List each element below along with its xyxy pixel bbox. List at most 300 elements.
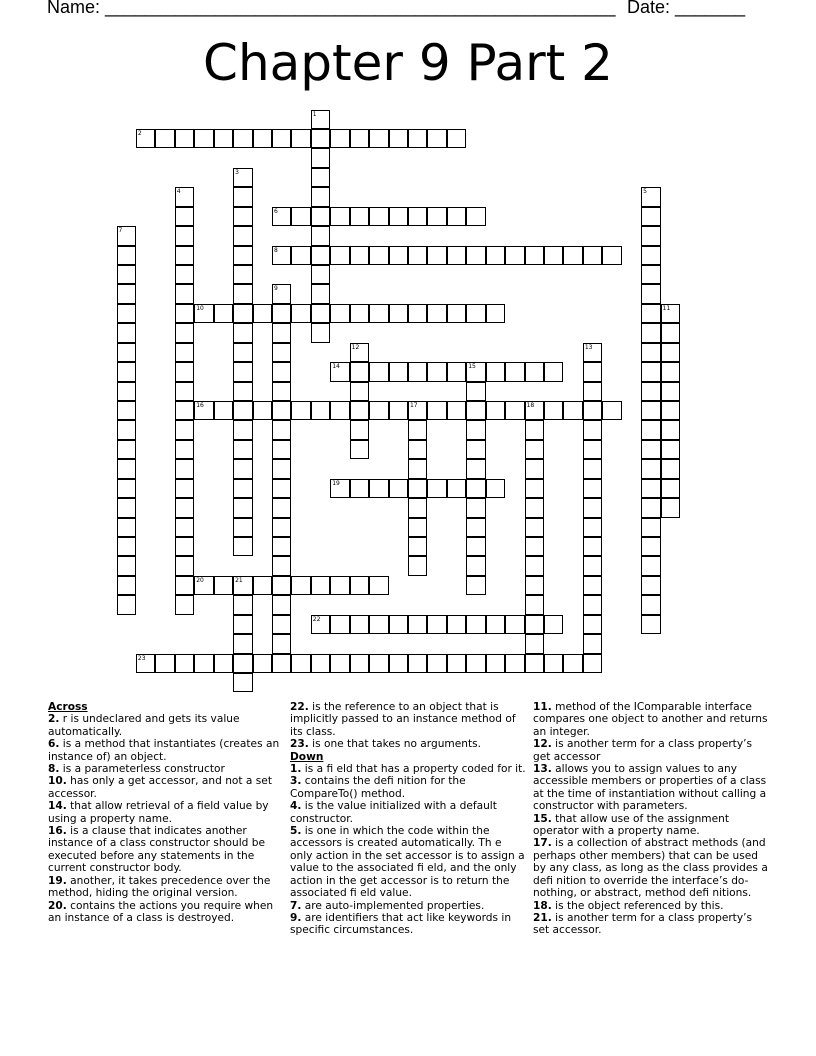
grid-cell[interactable] [253,401,273,421]
grid-cell[interactable] [408,537,428,557]
grid-cell[interactable] [525,556,545,576]
grid-cell[interactable] [641,265,661,285]
grid-cell[interactable] [544,401,564,421]
grid-cell[interactable] [311,187,331,207]
grid-cell[interactable] [641,226,661,246]
grid-cell[interactable] [194,576,214,596]
grid-cell[interactable] [233,382,253,402]
grid-cell[interactable] [466,362,486,382]
grid-cell[interactable] [369,401,389,421]
grid-cell[interactable] [272,401,292,421]
grid-cell[interactable] [583,246,603,266]
grid-cell[interactable] [641,207,661,227]
grid-cell[interactable] [661,440,681,460]
grid-cell[interactable] [427,362,447,382]
grid-cell[interactable] [583,595,603,615]
grid-cell[interactable] [117,323,137,343]
grid-cell[interactable] [427,401,447,421]
grid-cell[interactable] [427,129,447,149]
grid-cell[interactable] [466,207,486,227]
grid-cell[interactable] [369,615,389,635]
grid-cell[interactable] [466,576,486,596]
grid-cell[interactable] [272,323,292,343]
grid-cell[interactable] [311,284,331,304]
grid-cell[interactable] [641,284,661,304]
grid-cell[interactable] [525,537,545,557]
grid-cell[interactable] [175,226,195,246]
grid-cell[interactable] [233,343,253,363]
grid-cell[interactable] [641,537,661,557]
grid-cell[interactable] [272,362,292,382]
grid-cell[interactable] [466,304,486,324]
grid-cell[interactable] [136,654,156,674]
grid-cell[interactable] [311,129,331,149]
grid-cell[interactable] [583,576,603,596]
grid-cell[interactable] [175,129,195,149]
grid-cell[interactable] [272,459,292,479]
grid-cell[interactable] [175,576,195,596]
grid-cell[interactable] [175,343,195,363]
grid-cell[interactable] [175,420,195,440]
grid-cell[interactable] [583,479,603,499]
grid-cell[interactable] [641,304,661,324]
grid-cell[interactable] [117,226,137,246]
grid-cell[interactable] [350,401,370,421]
grid-cell[interactable] [389,129,409,149]
grid-cell[interactable] [350,343,370,363]
grid-cell[interactable] [155,129,175,149]
grid-cell[interactable] [466,479,486,499]
grid-cell[interactable] [175,382,195,402]
grid-cell[interactable] [291,304,311,324]
grid-cell[interactable] [525,576,545,596]
grid-cell[interactable] [272,634,292,654]
grid-cell[interactable] [311,576,331,596]
grid-cell[interactable] [233,323,253,343]
grid-cell[interactable] [233,595,253,615]
grid-cell[interactable] [175,654,195,674]
grid-cell[interactable] [117,343,137,363]
grid-cell[interactable] [233,518,253,538]
grid-cell[interactable] [641,479,661,499]
grid-cell[interactable] [117,595,137,615]
grid-cell[interactable] [214,576,234,596]
grid-cell[interactable] [525,498,545,518]
grid-cell[interactable] [466,440,486,460]
grid-cell[interactable] [583,537,603,557]
grid-cell[interactable] [233,498,253,518]
grid-cell[interactable] [233,576,253,596]
grid-cell[interactable] [525,401,545,421]
grid-cell[interactable] [272,595,292,615]
grid-cell[interactable] [311,304,331,324]
grid-cell[interactable] [291,654,311,674]
grid-cell[interactable] [583,459,603,479]
grid-cell[interactable] [389,207,409,227]
grid-cell[interactable] [583,362,603,382]
grid-cell[interactable] [486,401,506,421]
grid-cell[interactable] [175,479,195,499]
grid-cell[interactable] [583,420,603,440]
grid-cell[interactable] [544,362,564,382]
grid-cell[interactable] [525,420,545,440]
grid-cell[interactable] [661,323,681,343]
grid-cell[interactable] [330,479,350,499]
grid-cell[interactable] [117,246,137,266]
grid-cell[interactable] [369,654,389,674]
grid-cell[interactable] [544,246,564,266]
grid-cell[interactable] [233,226,253,246]
grid-cell[interactable] [233,401,253,421]
grid-cell[interactable] [544,615,564,635]
grid-cell[interactable] [175,498,195,518]
grid-cell[interactable] [583,343,603,363]
grid-cell[interactable] [661,479,681,499]
grid-cell[interactable] [291,401,311,421]
grid-cell[interactable] [194,654,214,674]
grid-cell[interactable] [175,246,195,266]
grid-cell[interactable] [291,576,311,596]
grid-cell[interactable] [641,576,661,596]
grid-cell[interactable] [272,284,292,304]
grid-cell[interactable] [233,362,253,382]
grid-cell[interactable] [272,207,292,227]
grid-cell[interactable] [563,401,583,421]
grid-cell[interactable] [408,459,428,479]
grid-cell[interactable] [233,615,253,635]
grid-cell[interactable] [466,498,486,518]
grid-cell[interactable] [466,401,486,421]
grid-cell[interactable] [447,479,467,499]
grid-cell[interactable] [311,226,331,246]
grid-cell[interactable] [525,595,545,615]
grid-cell[interactable] [311,168,331,188]
grid-cell[interactable] [233,207,253,227]
grid-cell[interactable] [641,440,661,460]
grid-cell[interactable] [525,459,545,479]
grid-cell[interactable] [253,129,273,149]
grid-cell[interactable] [505,246,525,266]
grid-cell[interactable] [427,304,447,324]
grid-cell[interactable] [253,576,273,596]
grid-cell[interactable] [505,654,525,674]
grid-cell[interactable] [175,401,195,421]
grid-cell[interactable] [505,615,525,635]
grid-cell[interactable] [486,362,506,382]
grid-cell[interactable] [175,323,195,343]
grid-cell[interactable] [408,401,428,421]
grid-cell[interactable] [408,518,428,538]
grid-cell[interactable] [466,556,486,576]
grid-cell[interactable] [272,382,292,402]
grid-cell[interactable] [641,382,661,402]
grid-cell[interactable] [447,654,467,674]
grid-cell[interactable] [350,615,370,635]
grid-cell[interactable] [233,284,253,304]
grid-cell[interactable] [233,187,253,207]
grid-cell[interactable] [291,129,311,149]
grid-cell[interactable] [369,246,389,266]
grid-cell[interactable] [214,129,234,149]
grid-cell[interactable] [661,459,681,479]
grid-cell[interactable] [136,129,156,149]
grid-cell[interactable] [369,576,389,596]
grid-cell[interactable] [272,615,292,635]
grid-cell[interactable] [525,246,545,266]
grid-cell[interactable] [175,284,195,304]
grid-cell[interactable] [272,440,292,460]
grid-cell[interactable] [447,207,467,227]
grid-cell[interactable] [583,518,603,538]
grid-cell[interactable] [389,304,409,324]
grid-cell[interactable] [175,440,195,460]
grid-cell[interactable] [369,479,389,499]
grid-cell[interactable] [641,187,661,207]
grid-cell[interactable] [641,556,661,576]
grid-cell[interactable] [272,479,292,499]
grid-cell[interactable] [583,556,603,576]
grid-cell[interactable] [447,246,467,266]
grid-cell[interactable] [486,246,506,266]
grid-cell[interactable] [117,537,137,557]
grid-cell[interactable] [272,537,292,557]
grid-cell[interactable] [447,401,467,421]
grid-cell[interactable] [505,401,525,421]
grid-cell[interactable] [427,207,447,227]
grid-cell[interactable] [117,401,137,421]
grid-cell[interactable] [233,129,253,149]
grid-cell[interactable] [408,304,428,324]
grid-cell[interactable] [311,207,331,227]
grid-cell[interactable] [291,207,311,227]
grid-cell[interactable] [525,518,545,538]
grid-cell[interactable] [175,459,195,479]
grid-cell[interactable] [214,304,234,324]
grid-cell[interactable] [311,265,331,285]
grid-cell[interactable] [661,362,681,382]
grid-cell[interactable] [272,518,292,538]
grid-cell[interactable] [563,654,583,674]
grid-cell[interactable] [350,129,370,149]
grid-cell[interactable] [661,382,681,402]
grid-cell[interactable] [272,343,292,363]
grid-cell[interactable] [233,420,253,440]
grid-cell[interactable] [661,343,681,363]
grid-cell[interactable] [583,440,603,460]
grid-cell[interactable] [389,246,409,266]
grid-cell[interactable] [311,148,331,168]
grid-cell[interactable] [330,615,350,635]
grid-cell[interactable] [466,537,486,557]
grid-cell[interactable] [544,654,564,674]
grid-cell[interactable] [427,479,447,499]
grid-cell[interactable] [369,129,389,149]
grid-cell[interactable] [408,479,428,499]
grid-cell[interactable] [214,654,234,674]
grid-cell[interactable] [661,304,681,324]
grid-cell[interactable] [408,556,428,576]
grid-cell[interactable] [117,518,137,538]
grid-cell[interactable] [525,654,545,674]
grid-cell[interactable] [641,498,661,518]
grid-cell[interactable] [583,498,603,518]
grid-cell[interactable] [641,615,661,635]
grid-cell[interactable] [641,362,661,382]
grid-cell[interactable] [505,362,525,382]
grid-cell[interactable] [408,615,428,635]
grid-cell[interactable] [311,654,331,674]
grid-cell[interactable] [175,304,195,324]
grid-cell[interactable] [408,129,428,149]
grid-cell[interactable] [408,420,428,440]
grid-cell[interactable] [369,362,389,382]
grid-cell[interactable] [117,556,137,576]
grid-cell[interactable] [253,304,273,324]
grid-cell[interactable] [466,246,486,266]
grid-cell[interactable] [194,129,214,149]
grid-cell[interactable] [350,479,370,499]
grid-cell[interactable] [583,634,603,654]
grid-cell[interactable] [330,576,350,596]
grid-cell[interactable] [117,304,137,324]
grid-cell[interactable] [447,362,467,382]
grid-cell[interactable] [350,207,370,227]
grid-cell[interactable] [525,615,545,635]
grid-cell[interactable] [641,595,661,615]
grid-cell[interactable] [117,459,137,479]
grid-cell[interactable] [272,556,292,576]
grid-cell[interactable] [602,246,622,266]
grid-cell[interactable] [272,420,292,440]
grid-cell[interactable] [233,246,253,266]
grid-cell[interactable] [175,265,195,285]
grid-cell[interactable] [253,654,273,674]
grid-cell[interactable] [175,207,195,227]
grid-cell[interactable] [311,246,331,266]
grid-cell[interactable] [272,304,292,324]
grid-cell[interactable] [311,401,331,421]
grid-cell[interactable] [661,401,681,421]
grid-cell[interactable] [155,654,175,674]
grid-cell[interactable] [350,654,370,674]
grid-cell[interactable] [466,518,486,538]
grid-cell[interactable] [272,576,292,596]
grid-cell[interactable] [525,479,545,499]
grid-cell[interactable] [486,654,506,674]
grid-cell[interactable] [661,420,681,440]
grid-cell[interactable] [486,615,506,635]
grid-cell[interactable] [641,459,661,479]
grid-cell[interactable] [641,420,661,440]
grid-cell[interactable] [389,654,409,674]
grid-cell[interactable] [369,207,389,227]
grid-cell[interactable] [525,634,545,654]
grid-cell[interactable] [117,265,137,285]
grid-cell[interactable] [350,362,370,382]
grid-cell[interactable] [194,304,214,324]
grid-cell[interactable] [272,129,292,149]
grid-cell[interactable] [233,479,253,499]
grid-cell[interactable] [117,576,137,596]
grid-cell[interactable] [427,246,447,266]
grid-cell[interactable] [311,615,331,635]
grid-cell[interactable] [466,382,486,402]
grid-cell[interactable] [194,401,214,421]
grid-cell[interactable] [350,420,370,440]
grid-cell[interactable] [330,207,350,227]
grid-cell[interactable] [233,634,253,654]
grid-cell[interactable] [117,440,137,460]
grid-cell[interactable] [486,479,506,499]
grid-cell[interactable] [408,498,428,518]
grid-cell[interactable] [583,654,603,674]
grid-cell[interactable] [447,304,467,324]
grid-cell[interactable] [233,537,253,557]
grid-cell[interactable] [602,401,622,421]
grid-cell[interactable] [272,246,292,266]
grid-cell[interactable] [466,615,486,635]
grid-cell[interactable] [369,304,389,324]
grid-cell[interactable] [175,595,195,615]
grid-cell[interactable] [466,654,486,674]
grid-cell[interactable] [117,362,137,382]
grid-cell[interactable] [641,323,661,343]
grid-cell[interactable] [311,110,331,130]
grid-cell[interactable] [350,382,370,402]
grid-cell[interactable] [389,615,409,635]
grid-cell[interactable] [175,556,195,576]
grid-cell[interactable] [525,440,545,460]
grid-cell[interactable] [272,498,292,518]
grid-cell[interactable] [350,246,370,266]
grid-cell[interactable] [466,459,486,479]
grid-cell[interactable] [389,362,409,382]
grid-cell[interactable] [233,654,253,674]
grid-cell[interactable] [447,615,467,635]
grid-cell[interactable] [583,382,603,402]
grid-cell[interactable] [583,401,603,421]
grid-cell[interactable] [583,615,603,635]
grid-cell[interactable] [408,362,428,382]
grid-cell[interactable] [233,168,253,188]
grid-cell[interactable] [661,498,681,518]
grid-cell[interactable] [117,498,137,518]
grid-cell[interactable] [641,518,661,538]
grid-cell[interactable] [350,576,370,596]
grid-cell[interactable] [272,654,292,674]
grid-cell[interactable] [330,304,350,324]
grid-cell[interactable] [117,382,137,402]
grid-cell[interactable] [311,323,331,343]
grid-cell[interactable] [214,401,234,421]
grid-cell[interactable] [466,420,486,440]
grid-cell[interactable] [175,362,195,382]
grid-cell[interactable] [350,440,370,460]
grid-cell[interactable] [330,362,350,382]
grid-cell[interactable] [350,304,370,324]
grid-cell[interactable] [525,362,545,382]
grid-cell[interactable] [175,187,195,207]
grid-cell[interactable] [291,246,311,266]
grid-cell[interactable] [389,401,409,421]
grid-cell[interactable] [641,343,661,363]
grid-cell[interactable] [175,518,195,538]
grid-cell[interactable] [389,479,409,499]
grid-cell[interactable] [233,304,253,324]
grid-cell[interactable] [233,673,253,693]
grid-cell[interactable] [330,129,350,149]
grid-cell[interactable] [427,654,447,674]
